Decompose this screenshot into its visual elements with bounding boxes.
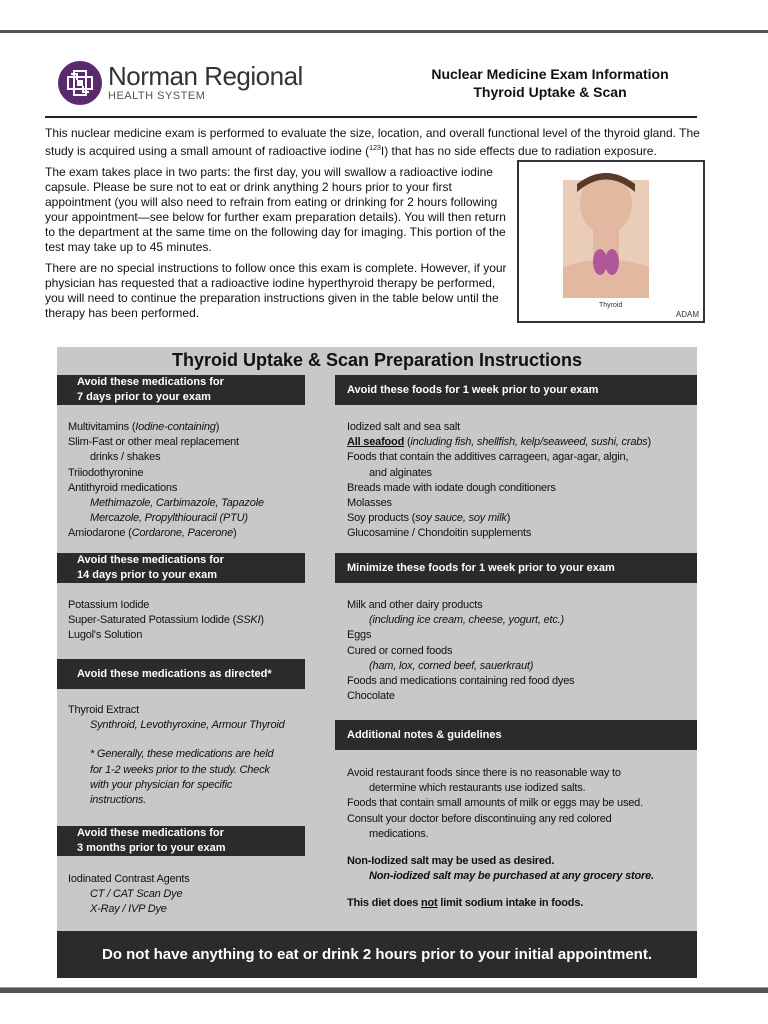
item-thyroid-extract: Thyroid Extract: [68, 704, 139, 716]
item-drinks: drinks / shakes: [90, 451, 161, 464]
item-sski: Super-Saturated Potassium Iodide (: [68, 614, 237, 627]
note-non-iodized-purchase: Non-iodized salt may be purchased at any grocery store.: [369, 870, 654, 883]
page-header: [45, 58, 697, 118]
post-exam-paragraph: There are no special instructions to follow once this exam is complete. However, if your physician has requested that a radioactive iodine hyperthyroid therapy be performed, you will need to continue the preparation instructions given in the table below until the therapy has been performed.: [45, 261, 507, 320]
note-non-iodized-salt: Non-Iodized salt may be used as desired.: [347, 855, 555, 868]
isotope-superscript: 123: [369, 145, 381, 152]
brand-subtitle: HEALTH SYSTEM: [108, 90, 206, 102]
exam-description: [45, 165, 510, 327]
item-amiodarone-brands: Cordarone, Pacerone: [131, 527, 234, 540]
norman-regional-logo-icon: [57, 60, 103, 106]
header-foods-avoid: [335, 375, 697, 405]
header-additional-notes: [335, 720, 697, 750]
header-foods-minimize-text: Minimize these foods for 1 week prior to your exam: [347, 561, 615, 574]
item-iodized-salt: Iodized salt and sea salt: [347, 421, 461, 433]
list-3-months: [68, 872, 190, 918]
item-synthroid: Synthroid, Levothyroxine, Armour Thyroid: [90, 719, 285, 732]
header-14-days: [57, 553, 305, 583]
note-line-1: * Generally, these medications are held: [90, 748, 274, 761]
intro-text-a: This nuclear medicine exam is performed to evaluate the size, location, and overall functional level of the thyroid gland. The study is acquired using a small amount of radioactive iodine (: [45, 126, 700, 158]
item-sski-abbr: SSKI: [236, 614, 261, 627]
header-3-months: [57, 826, 305, 856]
thyroid-illustration: [517, 160, 705, 323]
brand: [108, 62, 303, 102]
document-title: [375, 65, 725, 101]
item-antithyroid: Antithyroid medications: [68, 481, 178, 494]
item-breads: Breads made with iodate dough conditioners: [347, 481, 556, 494]
note-restaurant: Avoid restaurant foods since there is no reasonable way to: [347, 767, 621, 779]
brand-name: Norman Regional: [108, 61, 303, 91]
thyroid-anatomy-icon: [519, 162, 703, 321]
item-mercazole: Mercazole, Propylthiouracil (PTU): [90, 512, 248, 525]
header-as-directed: [57, 659, 305, 689]
note-consult-cont: medications.: [369, 827, 429, 840]
item-seafood-close: ): [647, 436, 651, 449]
item-methimazole: Methimazole, Carbimazole, Tapazole: [90, 497, 264, 510]
header-7-days-l2: 7 days prior to your exam: [77, 391, 211, 403]
note-sodium-b: limit sodium intake in foods.: [437, 897, 584, 910]
item-potassium-iodide: Potassium Iodide: [68, 599, 150, 611]
item-dairy-examples: (including ice cream, cheese, yogurt, etc.): [369, 614, 564, 627]
item-multivitamins-note: Iodine-containing: [135, 421, 216, 433]
table-title: Thyroid Uptake & Scan Preparation Instructions: [171, 350, 583, 370]
item-multivitamins-close: ): [215, 421, 220, 433]
header-7-days-l1: Avoid these medications for: [77, 376, 224, 388]
item-cured-foods: Cured or corned foods: [347, 644, 453, 657]
item-sski-close: ): [260, 614, 264, 627]
header-additional-notes-text: Additional notes & guidelines: [347, 728, 502, 741]
title-line-2: Thyroid Uptake & Scan: [473, 84, 627, 100]
footer-warning: Do not have anything to eat or drink 2 hours prior to your initial appointment.: [57, 931, 697, 978]
item-soy-examples: soy sauce, soy milk: [415, 512, 507, 525]
note-line-2: for 1-2 weeks prior to the study. Check: [90, 763, 270, 776]
note-sodium-a: This diet does: [347, 897, 422, 910]
item-additives: Foods that contain the additives carrageen, agar-agar, algin,: [347, 451, 629, 464]
note-consult-doctor: Consult your doctor before discontinuing any red colored: [347, 812, 612, 825]
note-line-4: instructions.: [90, 794, 147, 807]
list-7-days: [68, 420, 264, 542]
preparation-table: [57, 347, 697, 978]
item-soy-close: ): [506, 512, 511, 525]
note-line-3: with your physician for specific: [90, 778, 233, 791]
item-amiodarone-close: ): [233, 527, 237, 540]
thyroid-caption: Thyroid: [599, 302, 623, 309]
header-as-directed-text: Avoid these medications as directed*: [77, 667, 272, 680]
adam-credit: ADAM: [675, 310, 699, 319]
item-lugols: Lugol's Solution: [68, 629, 143, 642]
list-as-directed: [68, 703, 285, 808]
item-multivitamins: Multivitamins (: [68, 421, 136, 433]
header-3-months-l2: 3 months prior to your exam: [77, 842, 226, 854]
header-3-months-l1: Avoid these medications for: [77, 827, 224, 839]
item-contrast-agents: Iodinated Contrast Agents: [68, 873, 190, 885]
intro-paragraph: [45, 126, 713, 159]
item-eggs: Eggs: [347, 629, 372, 642]
list-additional-notes: [347, 766, 654, 912]
item-glucosamine: Glucosamine / Chondoitin supplements: [347, 527, 532, 540]
intro-text-b: I) that has no side effects due to radiation exposure.: [380, 144, 657, 158]
note-milk-eggs: Foods that contain small amounts of milk or eggs may be used.: [347, 797, 643, 810]
top-rule: [0, 30, 768, 33]
two-part-paragraph: The exam takes place in two parts: the first day, you will swallow a radioactive iodine capsule. Please be sure not to eat or drink anything 2 hours prior to your first appointment (you will also need to refrain from eating or drinking for 2 hours following your appointment—see below for further exam preparation details). You will then return to the department at the same time on the following day for imaging. This portion of the test may take up to 45 minutes.: [45, 165, 506, 254]
item-dairy: Milk and other dairy products: [347, 599, 483, 611]
item-seafood-examples: including fish, shellfish, kelp/seaweed, sushi, crabs: [410, 436, 648, 449]
item-cured-examples: (ham, lox, corned beef, sauerkraut): [369, 659, 534, 672]
item-molasses: Molasses: [347, 497, 392, 510]
item-slimfast: Slim-Fast or other meal replacement: [68, 436, 239, 449]
item-triiodothyronine: Triiodothyronine: [68, 466, 144, 479]
header-7-days: [57, 375, 305, 405]
bottom-rule: [0, 987, 768, 993]
item-all-seafood: All seafood: [347, 436, 405, 449]
header-foods-avoid-text: Avoid these foods for 1 week prior to your exam: [347, 383, 599, 396]
item-alginates: and alginates: [369, 466, 432, 479]
list-14-days: [68, 598, 264, 644]
item-chocolate: Chocolate: [347, 690, 395, 703]
item-soy: Soy products (: [347, 512, 416, 525]
header-foods-minimize: [335, 553, 697, 583]
list-foods-minimize: [347, 598, 574, 704]
header-14-days-l2: 14 days prior to your exam: [77, 569, 217, 581]
item-seafood-open: (: [404, 436, 411, 449]
note-restaurant-cont: determine which restaurants use iodized salts.: [369, 782, 586, 795]
item-amiodarone: Amiodarone (: [68, 527, 132, 540]
header-14-days-l1: Avoid these medications for: [77, 554, 224, 566]
title-line-1: Nuclear Medicine Exam Information: [431, 66, 669, 82]
note-sodium-not: not: [421, 897, 438, 910]
item-xray-dye: X-Ray / IVP Dye: [90, 903, 167, 916]
item-red-dyes: Foods and medications containing red food dyes: [347, 675, 575, 688]
list-foods-avoid: [347, 420, 651, 542]
item-ct-dye: CT / CAT Scan Dye: [90, 888, 183, 901]
